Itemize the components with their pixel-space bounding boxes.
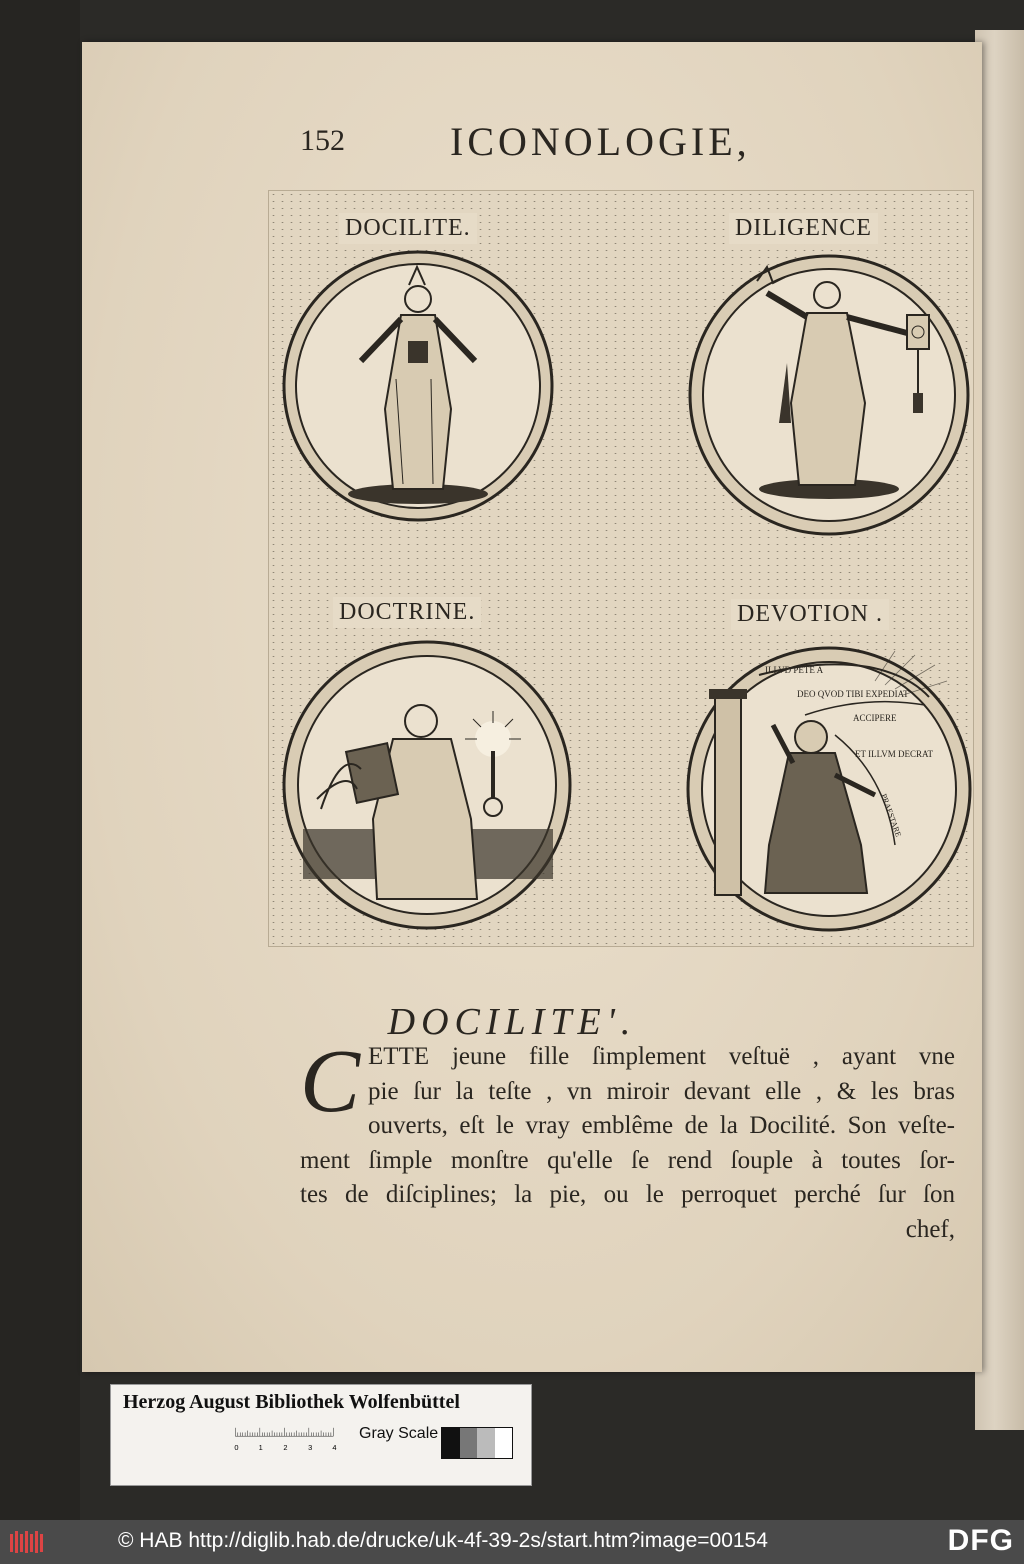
ruler-label-4: 4 bbox=[332, 1443, 337, 1453]
ruler-label-1: 1 bbox=[258, 1443, 263, 1453]
ruler-label-3: 3 bbox=[308, 1443, 313, 1453]
swatch-light-gray bbox=[477, 1428, 495, 1458]
medallion-doctrine bbox=[281, 639, 573, 931]
swatch-black bbox=[442, 1428, 460, 1458]
article-body bbox=[300, 1032, 955, 1247]
footer-bar bbox=[0, 1520, 1024, 1564]
medallion-diligence bbox=[687, 253, 972, 538]
copyright-link[interactable]: © HAB http://diglib.hab.de/drucke/uk-4f-39-2s/start.htm?image=00154 bbox=[118, 1529, 768, 1552]
color-reference-card bbox=[110, 1384, 532, 1486]
label-doctrine: DOCTRINE. bbox=[333, 597, 481, 628]
hab-logo-icon bbox=[8, 1528, 48, 1556]
body-line-2: pie ſur la teſte , vn miroir devant elle , & les bras bbox=[368, 1077, 955, 1105]
ruler-label-2: 2 bbox=[283, 1443, 288, 1453]
catchword: chef, bbox=[905, 1215, 955, 1243]
body-line-4: ment ſimple monſtre qu'elle ſe rend ſouple à toutes ſor- bbox=[300, 1146, 955, 1174]
facing-page-edge bbox=[975, 30, 1024, 1430]
scroll-text-1: ILLVD PETE A bbox=[765, 665, 824, 675]
scroll-text-3: ACCIPERE bbox=[853, 713, 897, 723]
body-line-5: tes de diſciplines; la pie, ou le perroquet perché ſur ſon bbox=[300, 1181, 955, 1208]
background-left bbox=[0, 0, 80, 1520]
page-header bbox=[300, 118, 840, 168]
body-line-1: ETTE jeune fille ſimplement veſtuë , ayant vne bbox=[368, 1043, 955, 1070]
engraving-plate bbox=[268, 190, 974, 947]
medallion-devotion bbox=[685, 645, 973, 933]
label-docilite: DOCILITE. bbox=[339, 213, 477, 244]
gray-scale-label: Gray Scale bbox=[359, 1425, 439, 1442]
label-devotion: DEVOTION . bbox=[731, 599, 889, 630]
body-line-3: ouverts, eſt le vray emblême de la Docilité. Son veſte- bbox=[368, 1112, 955, 1139]
card-title: Herzog August Bibliothek Wolfenbüttel bbox=[123, 1391, 460, 1413]
page-number: 152 bbox=[300, 124, 345, 157]
scroll-text-4: ET ILLVM DECRAT bbox=[855, 749, 934, 759]
medallion-docilite bbox=[281, 249, 556, 524]
article-title: DOCILITE'. bbox=[387, 1001, 637, 1043]
ruler-label-0: 0 bbox=[234, 1443, 239, 1453]
scroll-text-5: PRAESTARE bbox=[879, 792, 904, 839]
swatch-dark-gray bbox=[460, 1428, 478, 1458]
gray-scale-swatch bbox=[441, 1427, 513, 1459]
swatch-white bbox=[495, 1428, 513, 1458]
running-head: ICONOLOGIE, bbox=[450, 119, 751, 164]
drop-cap: C bbox=[300, 1032, 361, 1131]
dfg-logo: DFG bbox=[947, 1524, 1014, 1557]
scroll-text-2: DEO QVOD TIBI EXPEDIAT bbox=[797, 689, 909, 699]
label-diligence: DILIGENCE bbox=[729, 213, 878, 244]
